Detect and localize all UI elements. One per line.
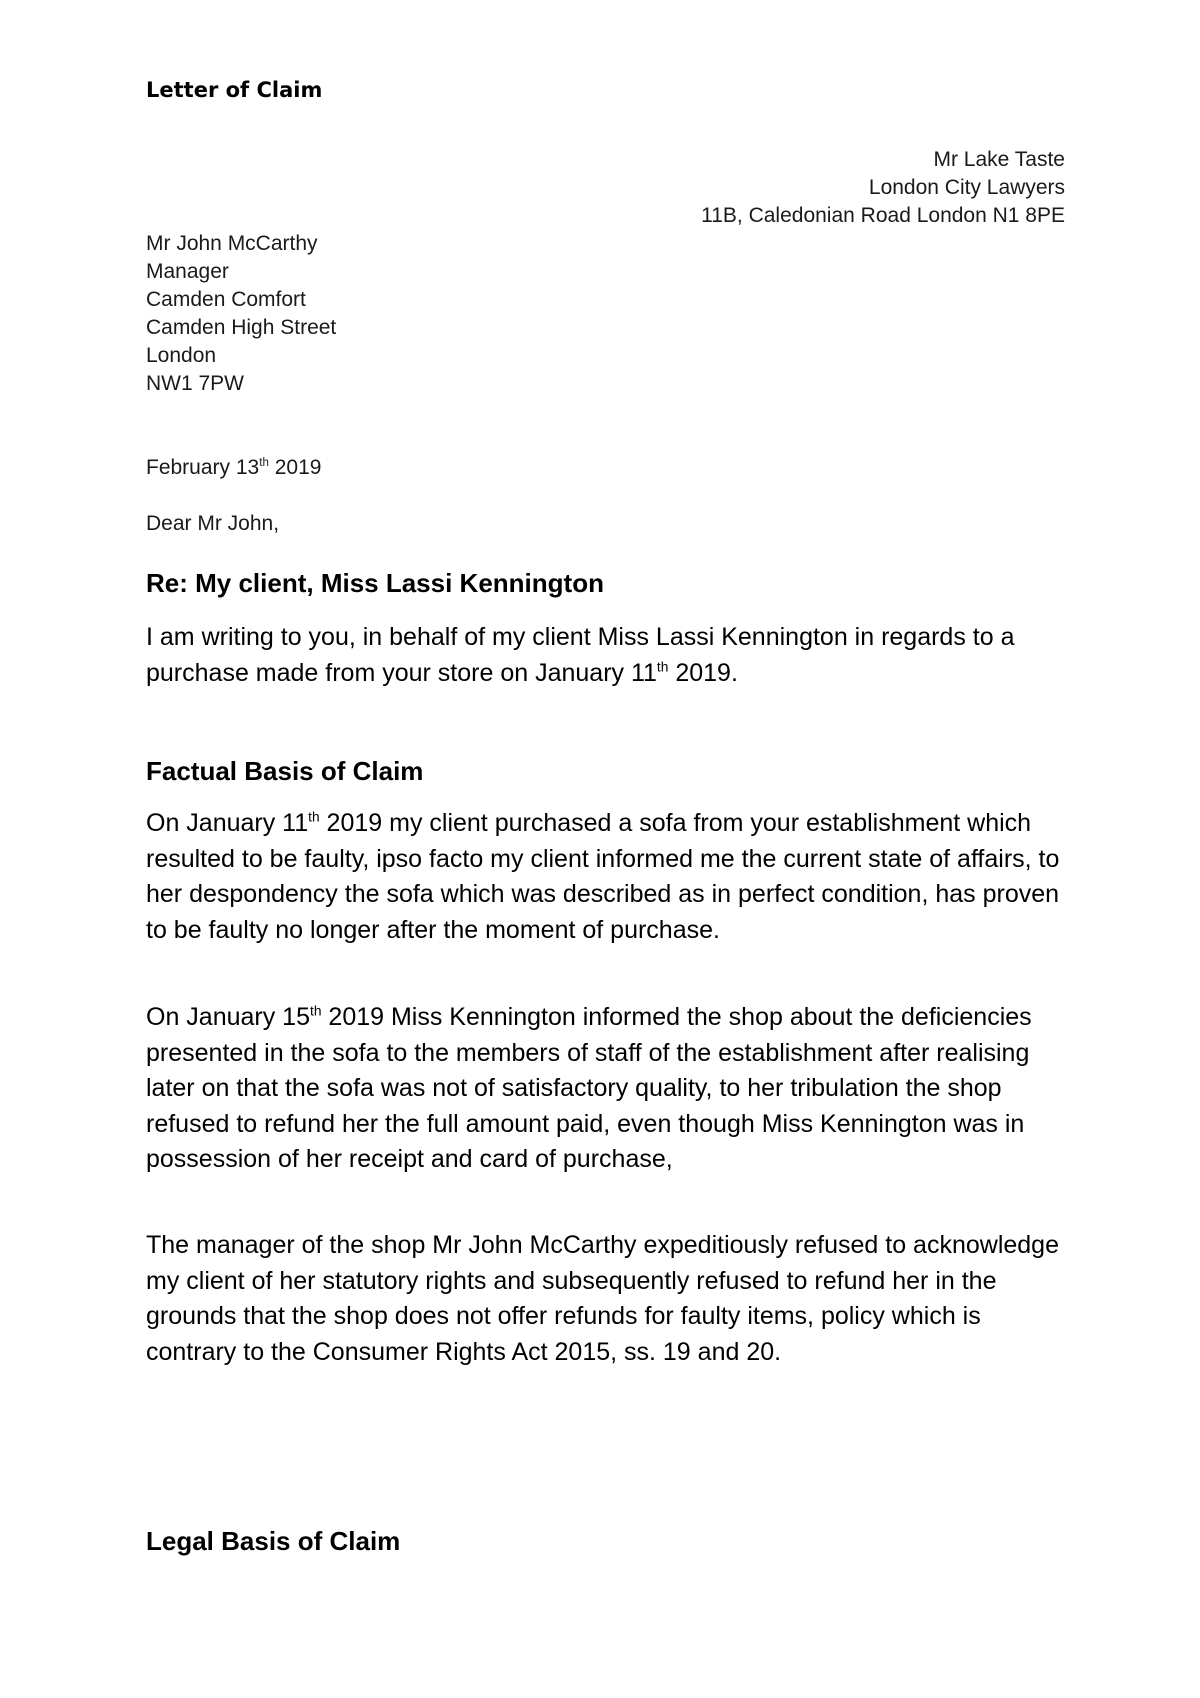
factual-p2-text: On January 15 — [146, 1003, 310, 1031]
document-title: Letter of Claim — [146, 78, 323, 102]
sender-address: 11B, Caledonian Road London N1 8PE — [701, 204, 1065, 227]
letter-date — [146, 454, 321, 482]
factual-paragraph-1 — [146, 806, 1076, 948]
factual-basis-heading: Factual Basis of Claim — [146, 756, 424, 786]
factual-p1-text-end: 2019 my client purchased a sofa from your establishment which resulted to be faulty, ipso facto my client informed me the current state of affairs, to her despondency the sofa which was described as in perfect condition, has proven to be faulty no longer after the moment of purchase. — [146, 809, 1060, 944]
recipient-city: London — [146, 344, 217, 367]
intro-ordinal-suffix: th — [656, 659, 669, 675]
intro-text-end: 2019. — [668, 658, 738, 687]
factual-paragraph-3: The manager of the shop Mr John McCarthy expeditiously refused to acknowledge my client of her statutory rights and subsequently refused to refund her in the grounds that the shop does not offer refunds for faulty items, policy which is contrary to the Consumer Rights Act 2015, ss. 19 and 20. — [146, 1231, 1059, 1366]
re-heading: Re: My client, Miss Lassi Kennington — [146, 568, 604, 598]
recipient-block — [146, 230, 336, 398]
sender-name: Mr Lake Taste — [933, 148, 1065, 171]
recipient-position: Manager — [146, 260, 229, 283]
sender-block — [701, 146, 1065, 230]
recipient-postcode: NW1 7PW — [146, 372, 245, 395]
factual-p1-ordinal-suffix: th — [308, 809, 320, 825]
legal-basis-heading: Legal Basis of Claim — [146, 1526, 401, 1556]
intro-text: I am writing to you, in behalf of my client Miss Lassi Kennington in regards to a purchase made from your store on January 11 — [146, 623, 1015, 687]
factual-p2-text-end: 2019 Miss Kennington informed the shop about the deficiencies presented in the sofa to the members of staff of the establishment after realising later on that the sofa was not of satisfactory quality, to her tribulation the shop refused to refund her the full amount paid, even though Miss Kennington was in possession of her receipt and card of purchase, — [146, 1003, 1032, 1173]
recipient-company: Camden Comfort — [146, 288, 306, 311]
factual-paragraph-2 — [146, 1000, 1076, 1178]
factual-p1-text: On January 11 — [146, 809, 309, 837]
intro-paragraph — [146, 620, 1076, 691]
sender-firm: London City Lawyers — [868, 176, 1065, 199]
factual-p2-ordinal-suffix: th — [310, 1003, 322, 1019]
date-month-day: February 13 — [146, 456, 260, 479]
recipient-name: Mr John McCarthy — [146, 232, 318, 255]
salutation: Dear Mr John, — [146, 512, 280, 535]
date-year: 2019 — [268, 456, 322, 479]
date-ordinal-suffix: th — [259, 457, 269, 469]
recipient-street: Camden High Street — [146, 316, 337, 339]
